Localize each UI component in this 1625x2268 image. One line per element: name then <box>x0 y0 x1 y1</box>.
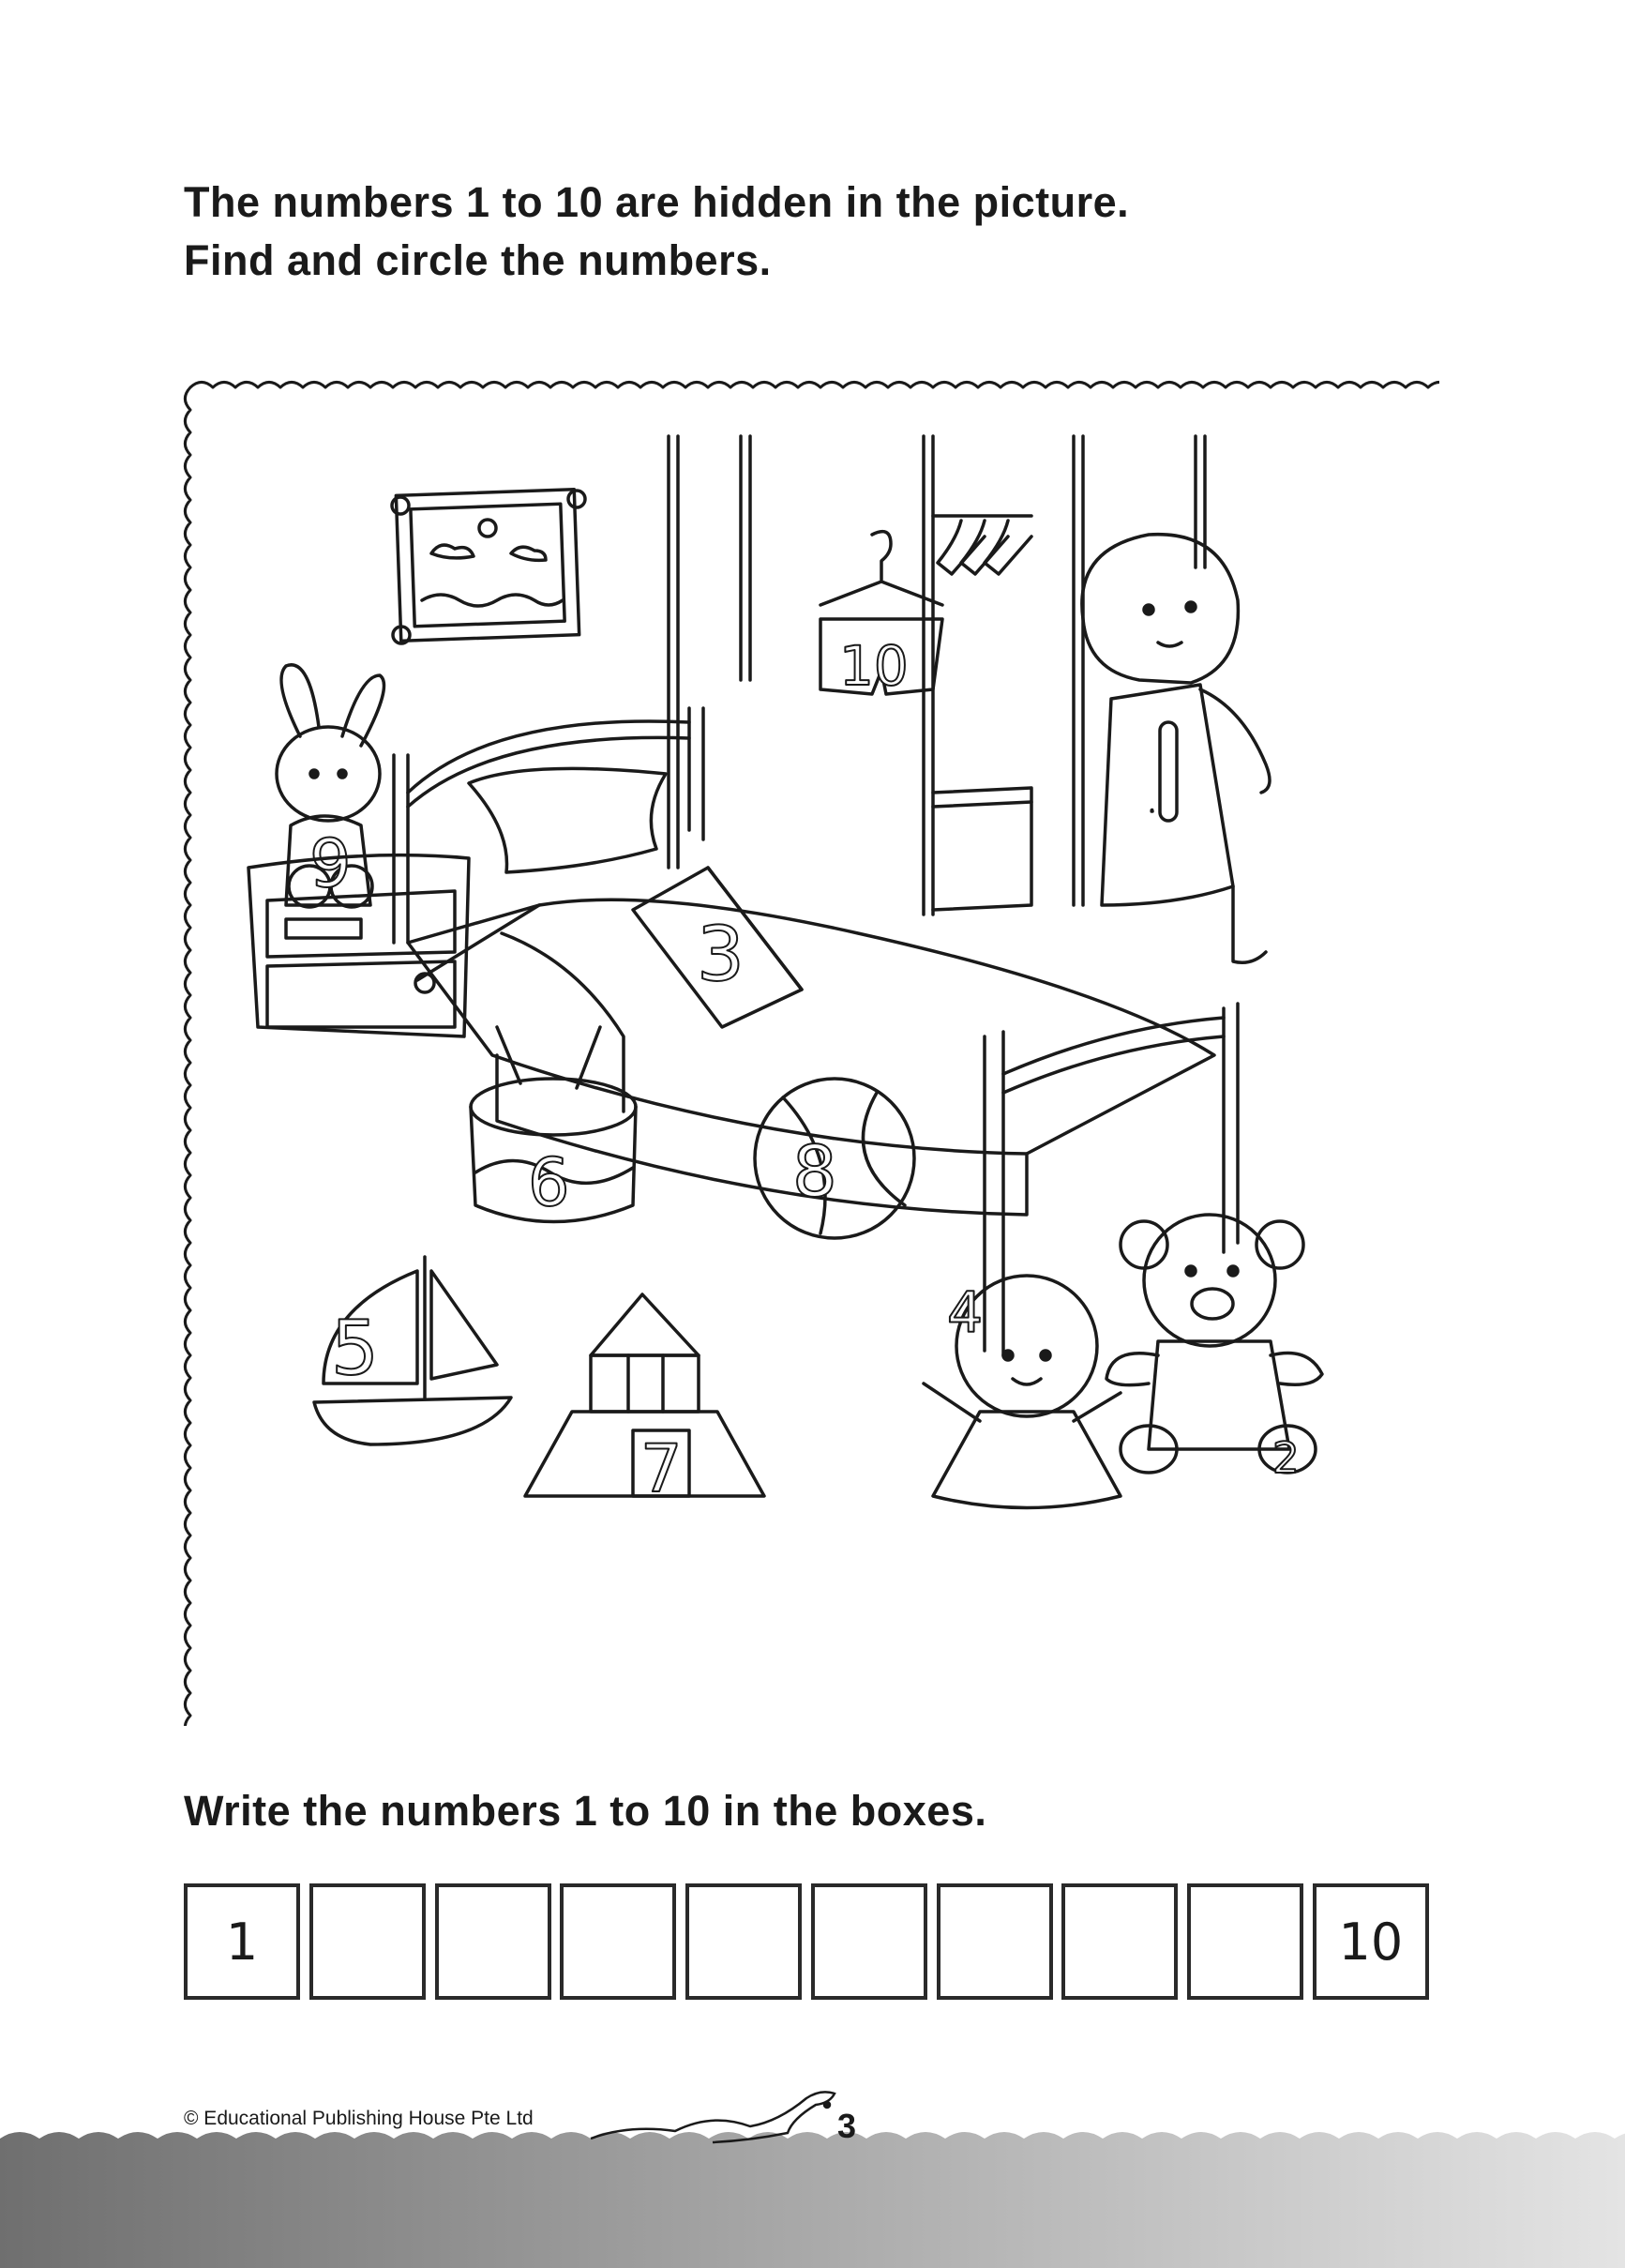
girl <box>1082 535 1270 963</box>
instructions <box>184 174 1129 290</box>
nightstand <box>248 855 469 1036</box>
hidden-number-9: 9 <box>309 825 352 902</box>
teddy-bear <box>1106 1215 1322 1483</box>
hidden-number-10: 10 <box>839 634 909 698</box>
hidden-number-4: 4 <box>947 1280 984 1346</box>
bed <box>394 708 1238 1355</box>
hidden-number-2: 2 <box>1272 1433 1300 1483</box>
answer-box-5[interactable] <box>685 1883 802 2000</box>
wall-picture <box>392 490 585 643</box>
hidden-number-8: 8 <box>792 1130 837 1213</box>
ball <box>755 1079 914 1238</box>
bunny <box>277 665 384 907</box>
answer-box-8[interactable] <box>1061 1883 1178 2000</box>
hidden-number-5: 5 <box>331 1305 379 1392</box>
answer-box-3[interactable] <box>435 1883 551 2000</box>
book <box>633 868 802 1027</box>
instruction-line-2: Find and circle the numbers. <box>184 236 772 284</box>
bedroom-picture <box>183 380 1439 1726</box>
crocodile-icon <box>581 2082 863 2148</box>
answer-box-1[interactable]: 1 <box>184 1883 300 2000</box>
answer-boxes <box>184 1883 1429 2000</box>
answer-box-6[interactable] <box>811 1883 927 2000</box>
write-instruction: Write the numbers 1 to 10 in the boxes. <box>184 1787 987 1835</box>
page-number: 3 <box>837 2107 857 2145</box>
answer-box-2[interactable] <box>309 1883 426 2000</box>
answer-box-9[interactable] <box>1187 1883 1303 2000</box>
hidden-number-6: 6 <box>528 1144 570 1221</box>
instruction-line-1: The numbers 1 to 10 are hidden in the picture. <box>184 178 1130 226</box>
copyright-text: © Educational Publishing House Pte Ltd <box>184 2108 534 2129</box>
pillow <box>469 768 666 872</box>
answer-box-10[interactable]: 10 <box>1313 1883 1429 2000</box>
answer-box-7[interactable] <box>937 1883 1053 2000</box>
hidden-number-7: 7 <box>640 1430 683 1507</box>
block-tower <box>525 1294 764 1507</box>
hidden-number-3: 3 <box>697 911 745 998</box>
sailboat <box>314 1257 511 1444</box>
answer-box-4[interactable] <box>560 1883 676 2000</box>
hidden-number-1: 1 <box>1151 810 1153 812</box>
wavy-frame <box>185 382 1439 1726</box>
doll <box>924 1276 1121 1508</box>
